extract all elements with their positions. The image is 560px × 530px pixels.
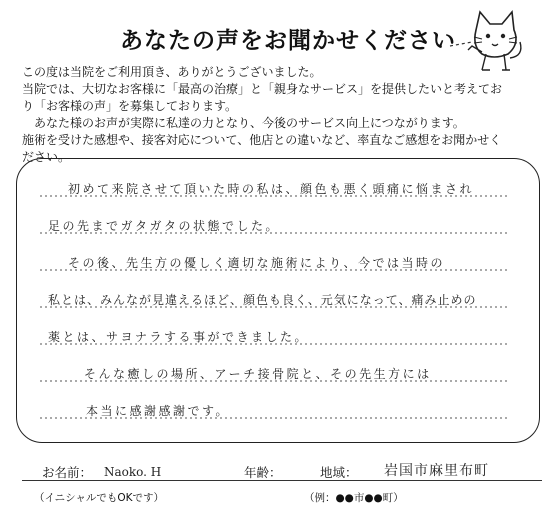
age-label: 年齢： [244,465,282,480]
intro-text: この度は当院をご利用頂き、ありがとうございました。 当院では、大切なお客様に「最高の治療」と「親身なサービス」を提供したいと考えてお り「お客様の声」を募集しております。 あなた様のお声が実際に私達の力となり、今後のサービス向上につながります。 施術を受けた感想や、接客対応について、他店との違いなど、率直なご感想をお聞かせく ださい。 [22,65,503,164]
testimonial-line: その後、先生方の優しく適切な施術により、今では当時の [68,256,446,270]
testimonial-line: 本当に感謝感謝です。 [86,404,231,418]
area-value: 岩国市麻里布町 [384,463,489,479]
form-underline [22,480,542,481]
name-value: Naoko. H [104,465,162,479]
name-label: お名前： [42,465,93,480]
testimonial-line: 私とは、みんなが見違えるほど、顔色も良く、元気になって、痛み止めの [48,293,477,307]
area-example: （例：●●市●●町） [304,492,404,504]
testimonial-line: 足の先までガタガタの状態でした。 [48,219,281,233]
testimonial-line: 初めて来院させて頂いた時の私は、顔色も悪く頭痛に悩まされ [68,182,475,196]
testimonial-line: そんな癒しの場所、アーチ接骨院と、その先生方には [84,367,432,381]
name-note: （イニシャルでもOKです） [34,492,165,504]
testimonial-line: 薬とは、サヨナラする事ができました。 [48,330,310,344]
area-label: 地域： [320,465,358,480]
page-title: あなたの声をお聞かせください [120,28,456,54]
